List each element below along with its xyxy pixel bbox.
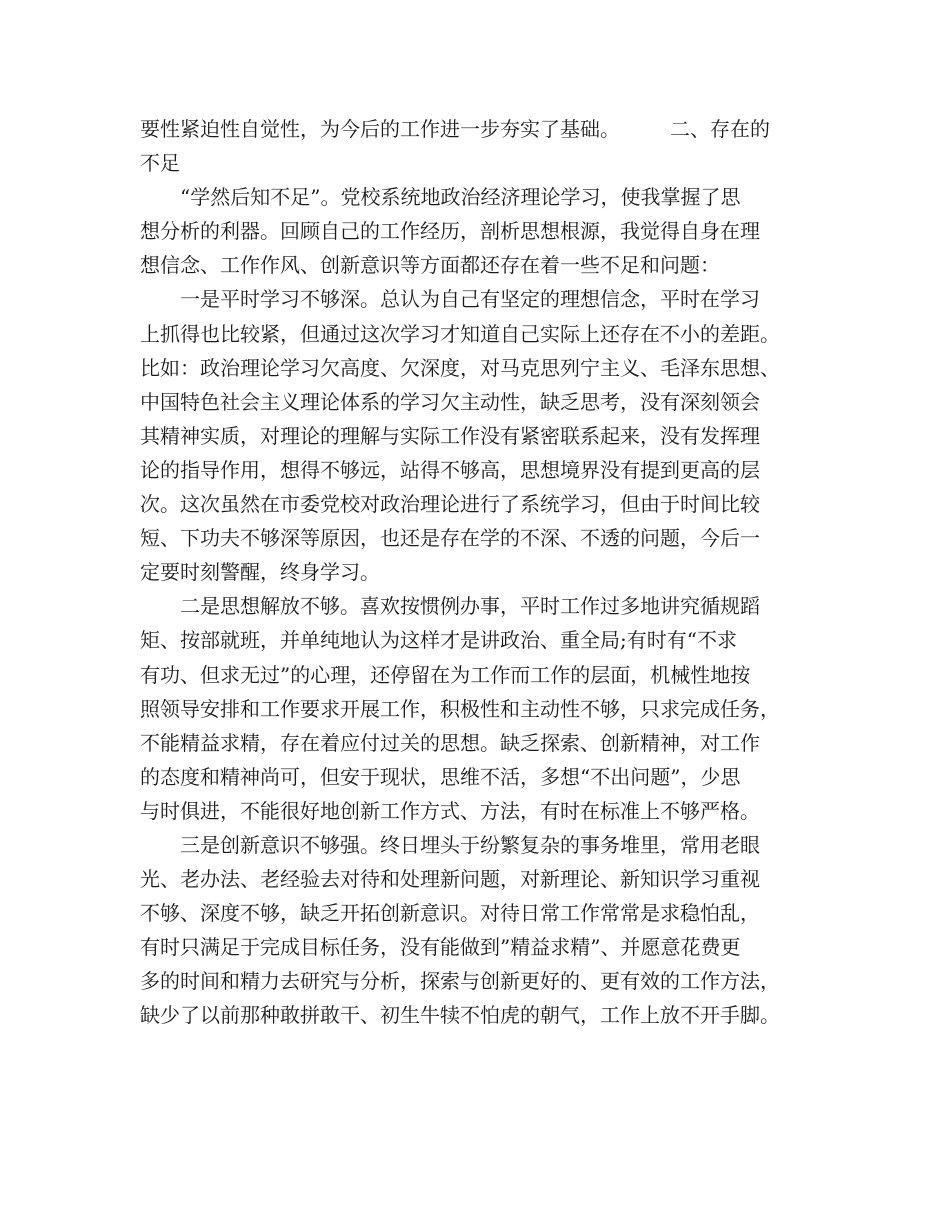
text-line: 不足 bbox=[140, 151, 180, 176]
text-line: 定要时刻警醒，终身学习。 bbox=[140, 560, 380, 585]
text-line: 想分析的利器。回顾自己的工作经历，剖析思想根源，我觉得自身在理 bbox=[140, 219, 760, 244]
text-line: “学然后知不足”。党校系统地政治经济理论学习，使我掌握了思 bbox=[140, 185, 741, 210]
text-line: 二是思想解放不够。喜欢按惯例办事，平时工作过多地讲究循规蹈 bbox=[140, 594, 760, 619]
text-line: 中国特色社会主义理论体系的学习欠主动性，缺乏思考，没有深刻领会 bbox=[140, 389, 760, 414]
text-line: 一是平时学习不够深。总认为自己有坚定的理想信念，平时在学习 bbox=[140, 287, 760, 312]
text-line: 缺少了以前那种敢拼敢干、初生牛犊不怕虎的朝气，工作上放不开手脚。 bbox=[140, 1003, 780, 1028]
text-line: 有时只满足于完成目标任务，没有能做到”精益求精”、并愿意花费更 bbox=[140, 935, 741, 960]
text-line: 其精神实质，对理论的理解与实际工作没有紧密联系起来，没有发挥理 bbox=[140, 423, 760, 448]
text-line: 照领导安排和工作要求开展工作，积极性和主动性不够，只求完成任务， bbox=[140, 696, 780, 721]
text-line: 短、下功夫不够深等原因，也还是存在学的不深、不透的问题，今后一 bbox=[140, 526, 760, 551]
text-line: 多的时间和精力去研究与分析，探索与创新更好的、更有效的工作方法， bbox=[140, 969, 780, 994]
text-line: 与时俱进，不能很好地创新工作方式、方法，有时在标准上不够严格。 bbox=[140, 798, 760, 823]
text-line: 比如：政治理论学习欠高度、欠深度，对马克思列宁主义、毛泽东思想、 bbox=[140, 355, 780, 380]
text-line: 要性紧迫性自觉性，为今后的工作进一步夯实了基础。 二、存在的 bbox=[140, 117, 770, 141]
text-line: 想信念、工作作风、创新意识等方面都还存在着一些不足和问题： bbox=[140, 253, 720, 278]
text-line: 有功、但求无过”的心理，还停留在为工作而工作的层面，机械性地按 bbox=[140, 662, 751, 687]
text-line: 上抓得也比较紧，但通过这次学习才知道自己实际上还存在不小的差距。 bbox=[140, 321, 780, 346]
body-text bbox=[140, 112, 820, 1033]
text-line: 光、老办法、老经验去对待和处理新问题，对新理论、新知识学习重视 bbox=[140, 867, 760, 892]
text-line: 三是创新意识不够强。终日埋头于纷繁复杂的事务堆里，常用老眼 bbox=[140, 832, 760, 857]
text-line: 矩、按部就班，并单纯地认为这样才是讲政治、重全局;有时有“不求 bbox=[140, 628, 737, 653]
text-line: 不能精益求精，存在着应付过关的思想。缺乏探索、创新精神，对工作 bbox=[140, 730, 760, 755]
text-line: 论的指导作用，想得不够远，站得不够高，思想境界没有提到更高的层 bbox=[140, 457, 760, 482]
text-line: 的态度和精神尚可，但安于现状，思维不活，多想“不出问题”，少思 bbox=[140, 764, 741, 789]
text-line: 次。这次虽然在市委党校对政治理论进行了系统学习，但由于时间比较 bbox=[140, 492, 760, 517]
text-line: 不够、深度不够，缺乏开拓创新意识。对待日常工作常常是求稳怕乱， bbox=[140, 901, 760, 926]
